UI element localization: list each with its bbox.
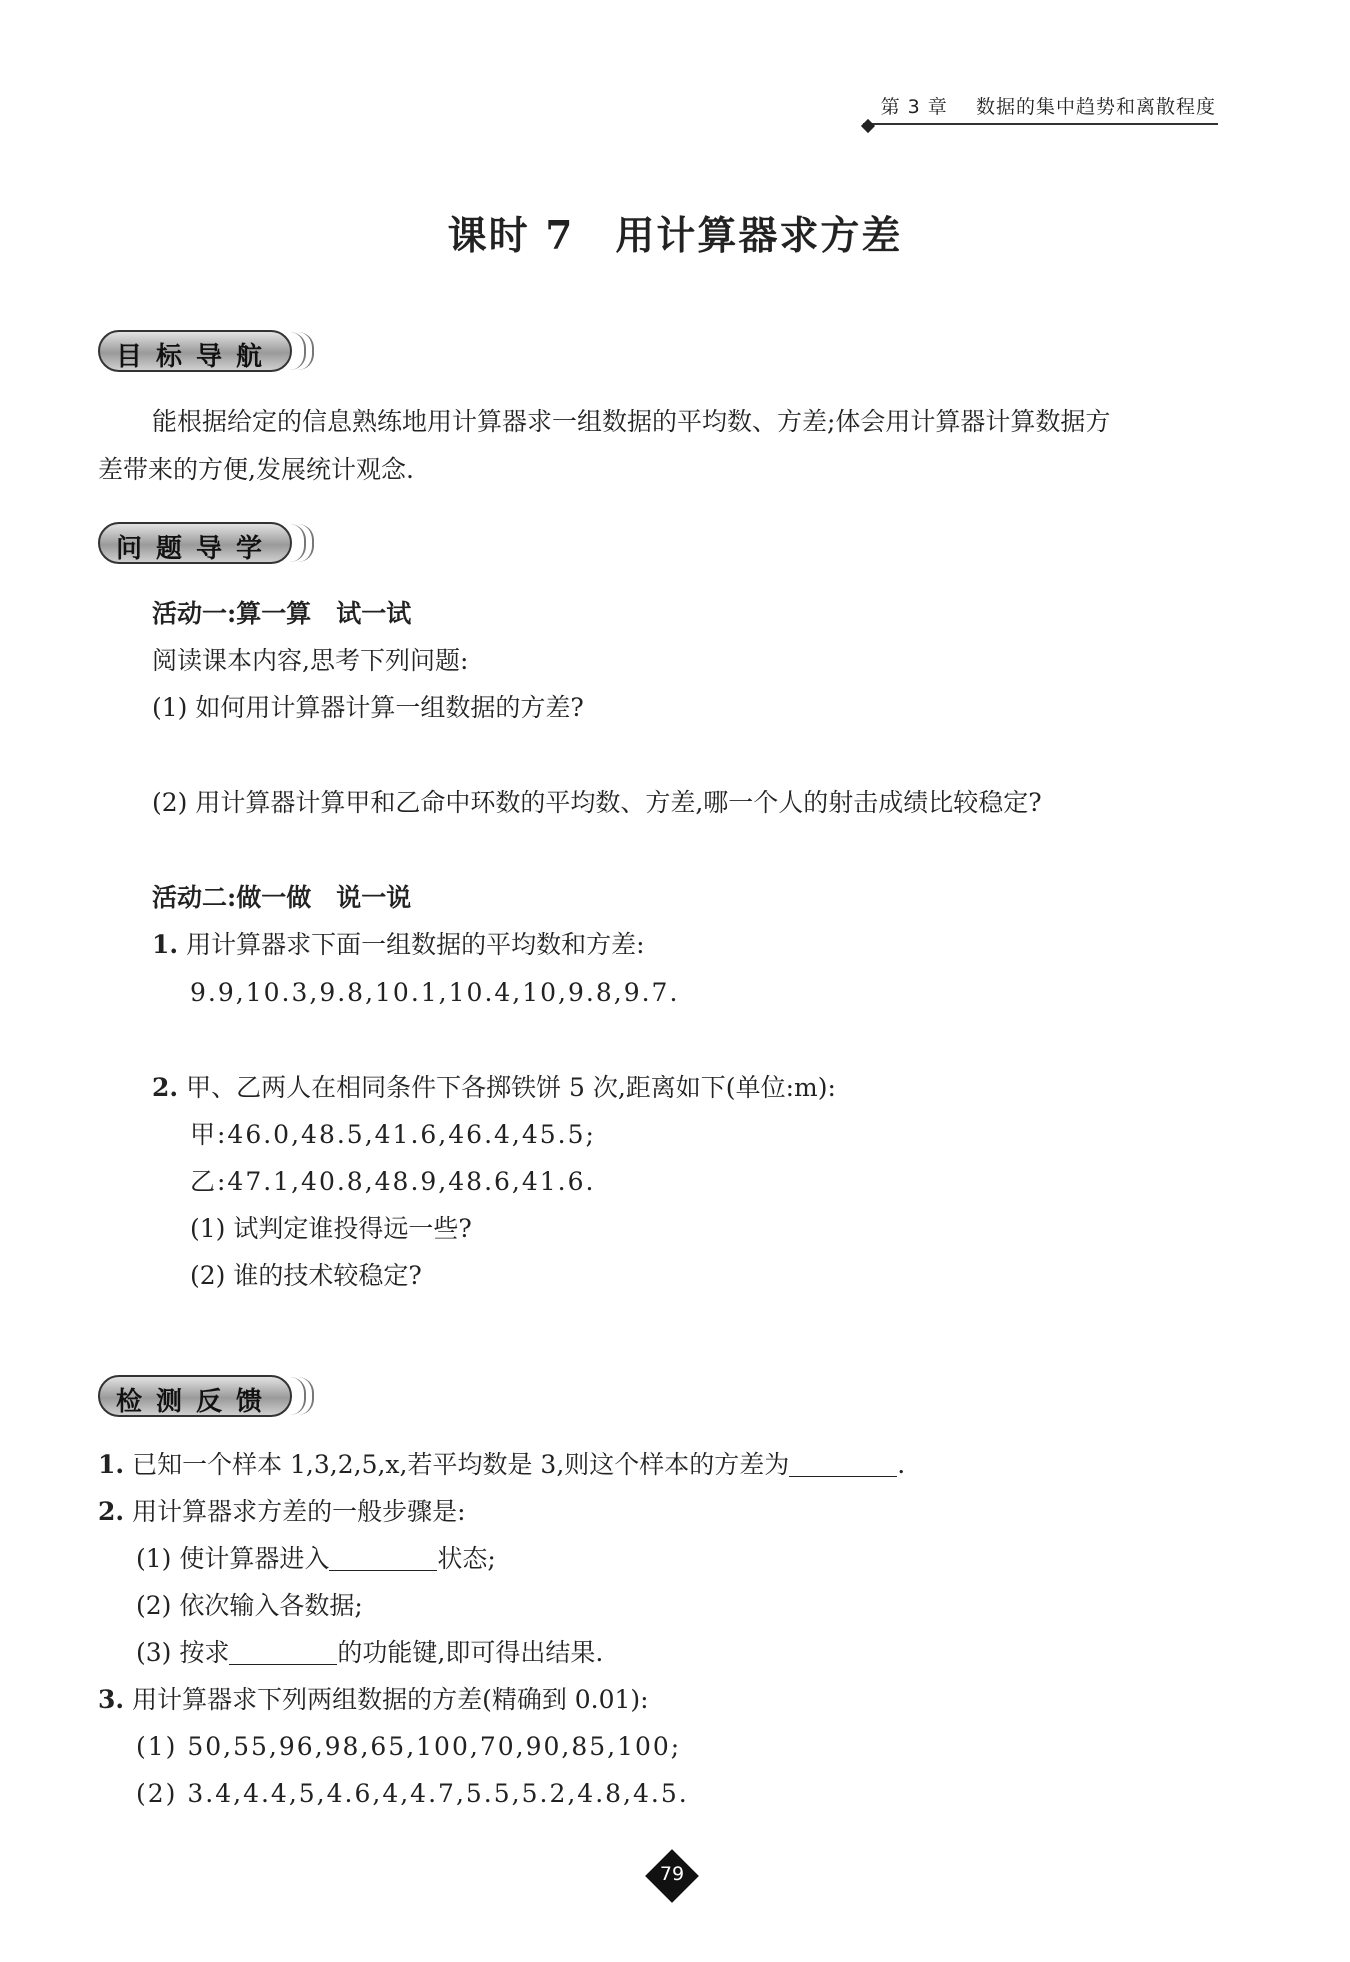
feedback-q3-data2: (2) 3.4,4.4,5,4.6,4,4.7,5.5,5.2,4.8,4.5. [136, 1779, 689, 1808]
activity2-title: 活动二:做一做 说一说 [152, 883, 412, 912]
answer-blank[interactable] [789, 1450, 897, 1477]
activity2-item2-jia: 甲:46.0,48.5,41.6,46.4,45.5; [190, 1120, 596, 1149]
answer-blank[interactable] [229, 1638, 337, 1665]
activity1-title: 活动一:算一算 试一试 [152, 599, 412, 628]
feedback-q2-step1: (1) 使计算器进入 状态; [136, 1544, 496, 1573]
activity2-item2-q2: (2) 谁的技术较稳定? [190, 1261, 422, 1290]
section-label: 目标导航 [116, 342, 277, 372]
page-number: 79 [659, 1863, 685, 1885]
goals-line1: 能根据给定的信息熟练地用计算器求一组数据的平均数、方差;体会用计算器计算数据方 [152, 407, 1111, 436]
feedback-q2: 2. 用计算器求方差的一般步骤是: [98, 1497, 466, 1526]
answer-blank[interactable] [329, 1544, 437, 1571]
chapter-title: 数据的集中趋势和离散程度 [975, 96, 1216, 118]
diamond-icon [861, 119, 875, 133]
activity2-item2-yi: 乙:47.1,40.8,48.9,48.6,41.6. [190, 1167, 596, 1196]
activity2-item2: 2. 甲、乙两人在相同条件下各掷铁饼 5 次,距离如下(单位:m): [152, 1073, 836, 1102]
activity1-q2: (2) 用计算器计算甲和乙命中环数的平均数、方差,哪一个人的射击成绩比较稳定? [152, 788, 1042, 817]
chapter-number: 第 3 章 [880, 96, 948, 118]
section-label: 问题导学 [116, 534, 277, 564]
feedback-q2-step2: (2) 依次输入各数据; [136, 1591, 363, 1620]
activity1-intro: 阅读课本内容,思考下列问题: [152, 646, 469, 675]
activity2-item2-q1: (1) 试判定谁投得远一些? [190, 1214, 472, 1243]
feedback-q3: 3. 用计算器求下列两组数据的方差(精确到 0.01): [98, 1685, 649, 1714]
activity2-item1: 1. 用计算器求下面一组数据的平均数和方差: [152, 930, 645, 959]
lesson-title: 课时 7 用计算器求方差 [447, 213, 903, 259]
chapter-header [863, 92, 1218, 125]
section-label: 检测反馈 [116, 1387, 277, 1417]
page-number-badge [645, 1849, 699, 1903]
feedback-q1: 1. 已知一个样本 1,3,2,5,x,若平均数是 3,则这个样本的方差为 . [98, 1450, 906, 1479]
goals-line2: 差带来的方便,发展统计观念. [98, 455, 414, 484]
feedback-q2-step3: (3) 按求 的功能键,即可得出结果. [136, 1638, 604, 1667]
section-badge-feedback [98, 1375, 314, 1421]
section-badge-goals [98, 330, 314, 376]
activity2-item1-data: 9.9,10.3,9.8,10.1,10.4,10,9.8,9.7. [190, 978, 680, 1007]
section-badge-guide [98, 522, 314, 568]
feedback-q3-data1: (1) 50,55,96,98,65,100,70,90,85,100; [136, 1732, 682, 1761]
activity1-q1: (1) 如何用计算器计算一组数据的方差? [152, 693, 584, 722]
